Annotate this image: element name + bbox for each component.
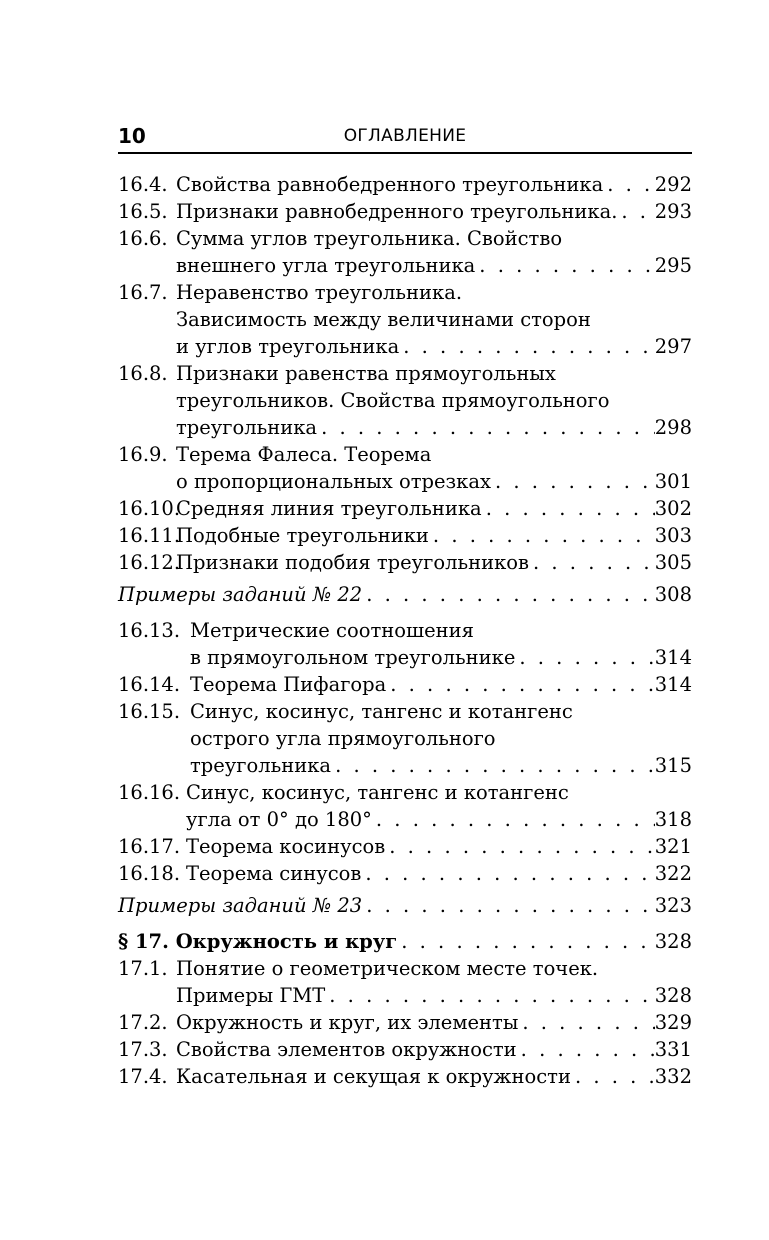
toc-entry-page: 318 <box>654 808 692 831</box>
dot-leader <box>386 671 655 698</box>
toc-entry-title: Свойства равнобедренного треугольника <box>176 173 604 196</box>
toc-entry-number: 16.5. <box>118 200 168 223</box>
toc-entry-page: 314 <box>654 646 692 669</box>
toc-entry-title: и углов треугольника <box>176 335 400 358</box>
toc-entry[interactable] <box>118 522 692 549</box>
toc-entry[interactable] <box>118 1009 692 1036</box>
dot-leader <box>362 581 655 608</box>
dot-leader <box>317 414 655 441</box>
toc-entry-title: Синус, косинус, тангенс и котангенс <box>186 781 569 804</box>
toc-entry-title: Примеры заданий № 23 <box>118 894 363 917</box>
toc-entry-page: 295 <box>654 254 692 277</box>
toc-entry-title: угла от 0° до 180° <box>186 808 372 831</box>
page-header <box>118 122 692 154</box>
toc-entry-examples[interactable] <box>118 581 692 608</box>
toc-entry-title: Сумма углов треугольника. Свойство <box>176 227 563 250</box>
dot-leader <box>429 522 655 549</box>
toc-entry-page: 315 <box>654 754 692 777</box>
dot-leader <box>617 198 654 225</box>
toc-entry-page: 301 <box>654 470 692 493</box>
toc-entry-page: 308 <box>654 583 692 606</box>
toc-entry[interactable] <box>118 1036 692 1063</box>
toc-entry-number: 17.2. <box>118 1011 168 1034</box>
toc-entry-number: 16.10. <box>118 497 181 520</box>
dot-leader <box>362 892 655 919</box>
toc-entry-title: в прямоугольном треугольнике <box>190 646 516 669</box>
toc-entry-title: треугольников. Свойства прямоугольного <box>176 389 610 412</box>
toc-entry-number: 16.9. <box>118 443 168 466</box>
toc-entry[interactable] <box>118 549 692 576</box>
dot-leader <box>518 1009 654 1036</box>
toc-entry-title: Терема Фалеса. Теорема <box>176 443 432 466</box>
toc-entry-title: Метрические соотношения <box>190 619 474 642</box>
toc-entry-title: Признаки равенства прямоугольных <box>176 362 556 385</box>
dot-leader <box>325 982 654 1009</box>
dot-leader <box>397 928 655 955</box>
toc-entry-title: Признаки подобия треугольников <box>176 551 529 574</box>
dot-leader <box>517 1036 655 1063</box>
toc-entry-number: 16.12. <box>118 551 181 574</box>
running-title: ОГЛАВЛЕНИЕ <box>343 126 467 146</box>
dot-leader <box>491 468 655 495</box>
toc-entry[interactable] <box>118 617 692 671</box>
toc-entry-title: Теорема Пифагора <box>190 673 387 696</box>
toc-entry[interactable] <box>118 495 692 522</box>
toc-entry-number: 16.14. <box>118 673 181 696</box>
toc-entry-number: 16.18. <box>118 862 181 885</box>
dot-leader <box>475 252 654 279</box>
dot-leader <box>515 644 654 671</box>
toc-entry-page: 297 <box>654 335 692 358</box>
toc-entry-page: 321 <box>654 835 692 858</box>
toc-entry-number: 16.11. <box>118 524 181 547</box>
toc-entry-title: Средняя линия треугольника <box>176 497 482 520</box>
toc-entry-title: Теорема косинусов <box>186 835 386 858</box>
toc-entry-title: внешнего угла треугольника <box>176 254 476 277</box>
toc-entry[interactable] <box>118 1063 692 1090</box>
toc-entry-number: 16.17. <box>118 835 181 858</box>
toc-entry[interactable] <box>118 698 692 779</box>
toc-entry-page: 328 <box>654 930 692 953</box>
dot-leader <box>571 1063 655 1090</box>
toc-entry-number: 16.8. <box>118 362 168 385</box>
dot-leader <box>361 860 654 887</box>
toc-entry[interactable] <box>118 360 692 441</box>
toc-entry-page: 322 <box>654 862 692 885</box>
toc-entry-title: Примеры ГМТ <box>176 984 326 1007</box>
toc-entry-title: Понятие о геометрическом месте точек. <box>176 957 599 980</box>
toc-entry-number: 16.6. <box>118 227 168 250</box>
toc-entry-title: острого угла прямоугольного <box>190 727 496 750</box>
toc-entry[interactable] <box>118 860 692 887</box>
toc-entry-page: 305 <box>654 551 692 574</box>
toc-section-heading[interactable] <box>118 928 692 955</box>
toc-entry-title: Зависимость между величинами сторон <box>176 308 591 331</box>
dot-leader <box>372 806 655 833</box>
toc-entry[interactable] <box>118 198 692 225</box>
toc-entry[interactable] <box>118 833 692 860</box>
toc-entry-title: Синус, косинус, тангенс и котангенс <box>190 700 573 723</box>
toc-entry-page: 331 <box>654 1038 692 1061</box>
toc-entry-page: 293 <box>654 200 692 223</box>
page-number: 10 <box>118 124 146 148</box>
toc-entry-title: Окружность и круг, их элементы <box>176 1011 519 1034</box>
dot-leader <box>385 833 655 860</box>
toc-entry-number: 16.13. <box>118 619 181 642</box>
toc-entry-page: 332 <box>654 1065 692 1088</box>
toc-entry-title: Касательная и секущая к окружности <box>176 1065 571 1088</box>
dot-leader <box>529 549 655 576</box>
toc-entry-title: треугольника <box>176 416 318 439</box>
toc-entry-number: 17.3. <box>118 1038 168 1061</box>
toc-entry-title: Примеры заданий № 22 <box>118 583 363 606</box>
dot-leader <box>603 171 655 198</box>
dot-leader <box>331 752 655 779</box>
toc-entry-number: 16.15. <box>118 700 181 723</box>
toc-entry[interactable] <box>118 441 692 495</box>
toc-entry[interactable] <box>118 955 692 1009</box>
toc-entry-title: треугольника <box>190 754 332 777</box>
toc-entry-page: 303 <box>654 524 692 547</box>
toc-entry-page: 314 <box>654 673 692 696</box>
toc-entry[interactable] <box>118 671 692 698</box>
toc-entry-number: 17.4. <box>118 1065 168 1088</box>
toc-entry-title: о пропорциональных отрезках <box>176 470 491 493</box>
toc-entry-title: Теорема синусов <box>186 862 362 885</box>
toc-entry-page: 323 <box>654 894 692 917</box>
toc-entry[interactable] <box>118 171 692 198</box>
table-of-contents <box>118 171 692 1090</box>
toc-entry-page: 329 <box>654 1011 692 1034</box>
toc-entry-title: Неравенство треугольника. <box>176 281 463 304</box>
toc-entry-title: Свойства элементов окружности <box>176 1038 517 1061</box>
toc-entry-page: 302 <box>654 497 692 520</box>
toc-entry-title: Подобные треугольники <box>176 524 429 547</box>
toc-entry-page: 298 <box>654 416 692 439</box>
toc-entry-number: 16.16. <box>118 781 181 804</box>
toc-entry-number: 16.7. <box>118 281 168 304</box>
toc-entry-title: § 17. Окружность и круг <box>118 930 398 953</box>
toc-entry-page: 328 <box>654 984 692 1007</box>
dot-leader <box>399 333 655 360</box>
toc-entry-page: 292 <box>654 173 692 196</box>
toc-entry-number: 16.4. <box>118 173 168 196</box>
toc-entry[interactable] <box>118 779 692 833</box>
toc-entry-examples[interactable] <box>118 892 692 919</box>
toc-entry[interactable] <box>118 225 692 279</box>
toc-entry-title: Признаки равнобедренного треугольника. <box>176 200 618 223</box>
dot-leader <box>482 495 655 522</box>
toc-entry[interactable] <box>118 279 692 360</box>
toc-entry-number: 17.1. <box>118 957 168 980</box>
